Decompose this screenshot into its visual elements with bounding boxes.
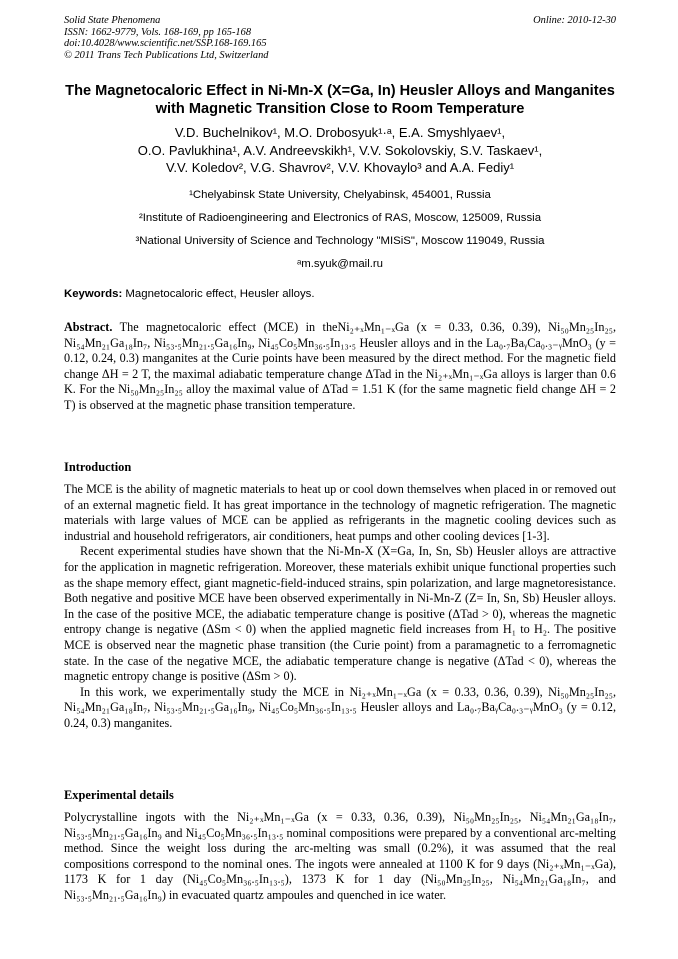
introduction-body: [64, 482, 616, 732]
author-line: O.O. Pavlukhina¹, A.V. Andreevskikh¹, V.V. Sokolovskiy, S.V. Taskaev¹,: [137, 142, 543, 158]
keywords-label: Keywords:: [64, 288, 123, 300]
contact-email: ᵃm.syuk@mail.ru: [296, 258, 384, 270]
section-heading: Experimental details: [64, 788, 174, 802]
journal-name: Solid State Phenomena: [64, 15, 161, 26]
keywords-text: Magnetocaloric effect, Heusler alloys.: [125, 288, 315, 300]
paragraph: Polycrystalline ingots with the Ni₂₊ₓMn₁₋ₓGa (x = 0.33, 0.36, 0.39), Ni₅₀Mn₂₅In₂₅, Ni₅₄Mn₂₁Ga₁₈In₇, Ni₅₃.₅Mn₂₁.₅Ga₁₆In₉ and Ni₄₅Co₅Mn₃₆.₅In₁₃.₅ nominal compositions were prepared by a conventional arc-melting method. Since the weight loss during the arc-melting was small (0.2%), it was assumed that the real compositions correspond to the nominal ones. The ingots were annealed at 1100 K for 9 days (Ni₂₊ₓMn₁₋ₓGa), 1173 K for 1 day (Ni₄₅Co₅Mn₃₆.₅In₁₃.₅), 1373 K for 1 day (Ni₅₀Mn₂₅In₂₅, Ni₅₄Mn₂₁Ga₁₈In₇, and Ni₅₃.₅Mn₂₁.₅Ga₁₆In₉) in evacuated quartz ampoules and quenched in ice water.: [64, 810, 616, 902]
abstract-text: The magnetocaloric effect (MCE) in theNi₂₊ₓMn₁₋ₓGa (x = 0.33, 0.36, 0.39), Ni₅₀Mn₂₅In₂₅, Ni₅₄Mn₂₁Ga₁₈In₇, Ni₅₃.₅Mn₂₁.₅Ga₁₆In₉, Ni₄₅Co₅Mn₃₆.₅In₁₃.₅ Heusler alloys and in the La₀.₇BaᵧCa₀.₃₋ᵧMnO₃ (y = 0.12, 0.24, 0.3) manganites at the Curie points have been measured by the direct method. For the magnetic field change ΔH = 2 T, the maximal adiabatic temperature change ΔTad in the Ni₂₊ₓMn₁₋ₓGa alloys is larger than 0.6 K. For the Ni₅₀Mn₂₅In₂₅ alloy the maximal value of ΔTad = 1.51 K (for the same magnetic field change ΔH = 2 T) is observed at the magnetic phase transition temperature.: [64, 320, 616, 412]
affiliation-list: [64, 184, 616, 276]
journal-header: [64, 15, 616, 61]
paragraph: The MCE is the ability of magnetic materials to heat up or cool down themselves when placed in or removed out of an external magnetic field. It has great importance in the technology of magnetic refrigeration. The magnetic materials with large values of MCE can be applied as refrigerants in the magnetic cooling devices such as industrial and household refrigerators, air conditioners, heat pumps and other cooling devices [1-3].: [64, 482, 616, 543]
issn-line: ISSN: 1662-9779, Vols. 168-169, pp 165-168: [64, 26, 252, 38]
doi-line: doi:10.4028/www.scientific.net/SSP.168-169.165: [64, 38, 267, 50]
author-line: V.D. Buchelnikov¹, M.O. Drobosyuk¹·ᵃ, E.A. Smyshlyaev¹,: [174, 125, 506, 140]
paragraph: Recent experimental studies have shown that the Ni-Mn-X (X=Ga, In, Sn, Sb) Heusler alloys are attractive for the application in magnetic refrigeration. Moreover, these materials exhibit unique functional properties such as the shape memory effect, giant magnetic-field-induced strains, spin polarization, and large magnetoresistance. Both negative and positive MCE have been observed experimentally in Ni-Mn-Z (Z= In, Sn, Sb) Heusler alloys. In the case of the positive MCE, the adiabatic temperature change is positive (ΔTad > 0), whereas the magnetic entropy change is negative (ΔSm < 0) when the applied magnetic field increases from H₁ to H₂. The positive MCE is observed near the magnetic phase transition (the Curie point) from a paramagnetic to a ferromagnetic state. In the case of the negative MCE, the adiabatic temperature change is negative (ΔTad < 0), whereas the magnetic entropy change is positive (ΔSm > 0).: [64, 544, 616, 684]
author-list: [64, 124, 616, 177]
abstract: [64, 320, 616, 414]
section-heading: Introduction: [64, 460, 132, 474]
paper-title: The Magnetocaloric Effect in Ni-Mn-X (X=Ga, In) Heusler Alloys and Manganites with Magnetic Transition Close to Room Temperature: [65, 83, 615, 117]
affiliation: ¹Chelyabinsk State University, Chelyabinsk, 454001, Russia: [189, 189, 491, 201]
online-date: Online: 2010-12-30: [533, 15, 616, 26]
paragraph: In this work, we experimentally study the MCE in Ni₂₊ₓMn₁₋ₓGa (x = 0.33, 0.36, 0.39), Ni₅₀Mn₂₅In₂₅, Ni₅₄Mn₂₁Ga₁₈In₇, Ni₅₃.₅Mn₂₁.₅Ga₁₆In₉, Ni₄₅Co₅Mn₃₆.₅In₁₃.₅ Heusler alloys and La₀.₇BaᵧCa₀.₃₋ᵧMnO₃ (y = 0.12, 0.24, 0.3) manganites.: [64, 684, 616, 730]
keywords: [64, 287, 616, 302]
affiliation: ³National University of Science and Technology "MISiS", Moscow 119049, Russia: [135, 235, 545, 247]
affiliation: ²Institute of Radioengineering and Electronics of RAS, Moscow, 125009, Russia: [138, 212, 542, 224]
abstract-label: Abstract.: [64, 320, 113, 334]
copyright-line: © 2011 Trans Tech Publications Ltd, Switzerland: [64, 49, 269, 61]
experimental-body: [64, 810, 616, 904]
author-line: V.V. Koledov², V.G. Shavrov², V.V. Khovaylo³ and A.A. Fediy¹: [165, 160, 515, 175]
